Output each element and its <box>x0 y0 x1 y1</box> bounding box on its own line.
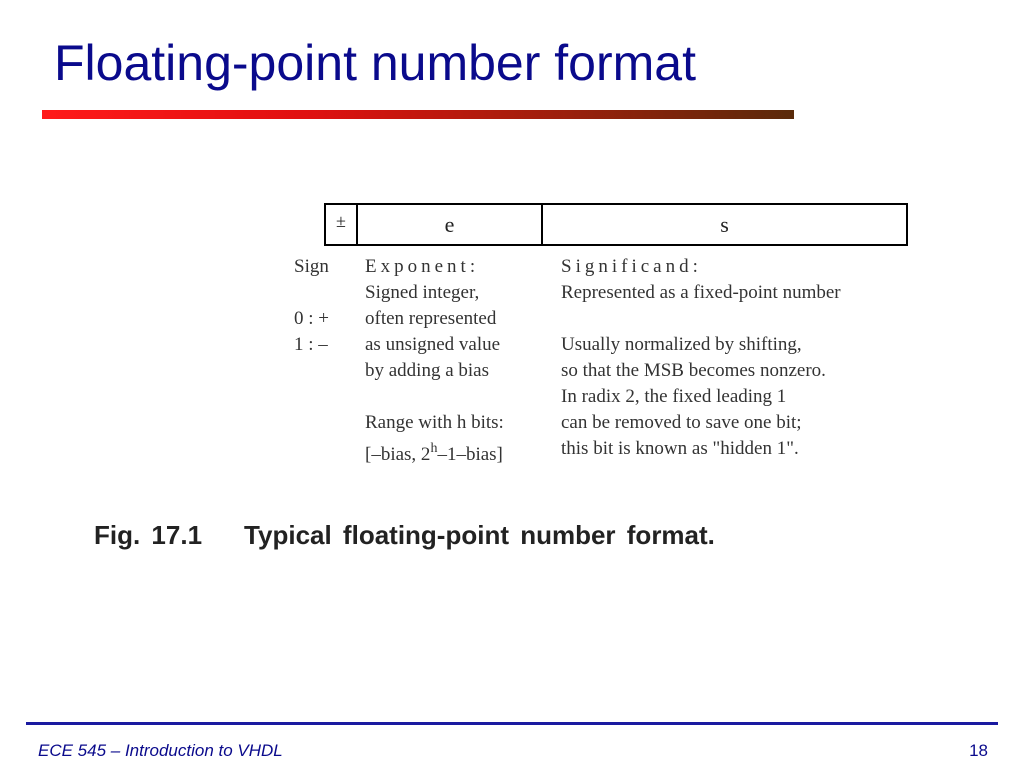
significand-heading: Significand: <box>561 256 702 277</box>
exponent-range-value <box>365 436 503 468</box>
exponent-line: Signed integer, <box>365 282 480 303</box>
range-prefix: [–bias, 2 <box>365 444 431 465</box>
footer-rule <box>26 722 998 725</box>
exponent-heading: Exponent: <box>365 256 480 277</box>
range-suffix: –1–bias] <box>437 444 503 465</box>
slide-title: Floating-point number format <box>54 35 696 91</box>
exponent-line: by adding a bias <box>365 360 490 381</box>
title-underline <box>42 110 794 119</box>
significand-line: this bit is known as "hidden 1". <box>561 438 799 459</box>
sign-one-minus: 1 : – <box>294 334 328 355</box>
sign-zero-plus: 0 : + <box>294 308 329 329</box>
significand-line: so that the MSB becomes nonzero. <box>561 360 826 381</box>
footer-course: ECE 545 – Introduction to VHDL <box>38 741 283 760</box>
figure-number: Fig. 17.1 <box>94 520 203 550</box>
significand-line: In radix 2, the fixed leading 1 <box>561 386 787 407</box>
range-exponent: h <box>430 441 438 456</box>
exponent-line: as unsigned value <box>365 334 501 355</box>
exponent-line: often represented <box>365 308 497 329</box>
exponent-field: e <box>358 205 543 244</box>
page-number: 18 <box>969 741 988 760</box>
format-diagram-box <box>324 203 908 246</box>
sign-field: ± <box>326 205 358 244</box>
significand-field: s <box>720 211 729 237</box>
figure-caption-text: Typical floating-point number format. <box>244 520 715 550</box>
significand-line: Usually normalized by shifting, <box>561 334 802 355</box>
significand-line: Represented as a fixed-point number <box>561 282 841 303</box>
significand-line: can be removed to save one bit; <box>561 412 802 433</box>
exponent-range-label: Range with h bits: <box>365 412 504 433</box>
figure-caption <box>94 520 715 551</box>
sign-heading: Sign <box>294 256 329 277</box>
